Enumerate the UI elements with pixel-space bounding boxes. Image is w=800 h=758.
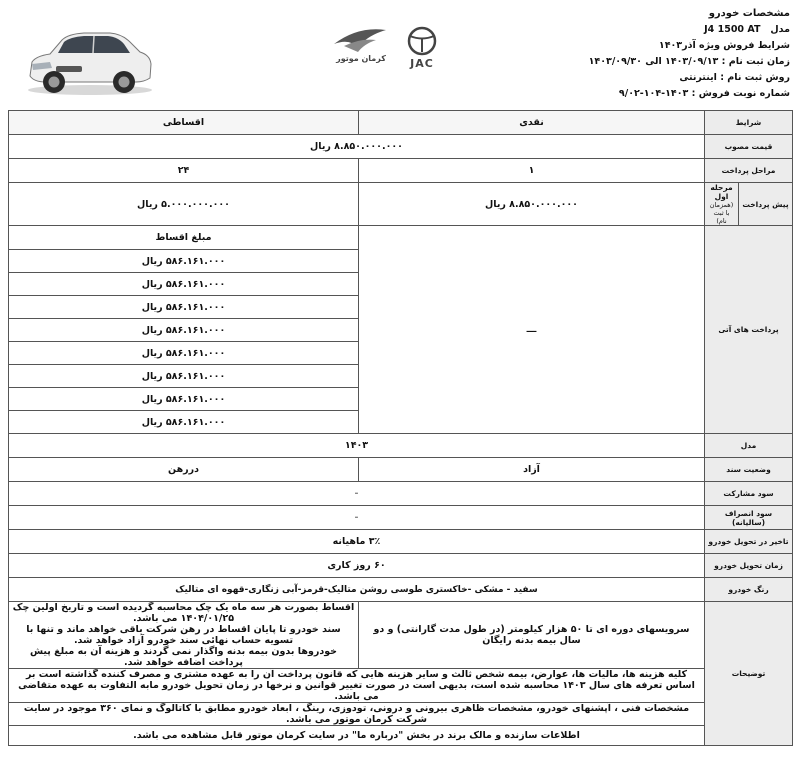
specs-sale-number: شماره نوبت فروش : ۱۴۰۳-۱۰۴-۹/۰۲ <box>618 88 790 99</box>
delivery-delay-row <box>9 530 793 554</box>
specs-registration-time: زمان ثبت نام : ۱۴۰۳/۰۹/۱۳ الی ۱۴۰۳/۰۹/۳۰ <box>588 56 790 67</box>
general-note: اطلاعات سازنده و مالک برند در بخش "درباره ما" در سایت کرمان موتور قابل مشاهده می باشد. <box>9 726 705 746</box>
installment-amount: ۵۸۶.۱۶۱.۰۰۰ ریال <box>9 296 359 319</box>
delivery-time-label: زمان تحویل خودرو <box>705 554 793 578</box>
installment-stages: ۲۴ <box>9 159 359 183</box>
car-color-value: سفید - مشکی -خاکستری طوسی روشن متالیک-قرمز-آبی زنگاری-قهوه ای متالیک <box>9 578 705 602</box>
kerman-motor-logo-text: کرمان موتور <box>336 54 386 63</box>
general-note-row <box>9 726 793 746</box>
payment-stages-row <box>9 159 793 183</box>
installment-amount: ۵۸۶.۱۶۱.۰۰۰ ریال <box>9 411 359 434</box>
approved-price-value: ۸.۸۵۰.۰۰۰.۰۰۰ ریال <box>9 135 705 159</box>
delivery-delay-label: تاخیر در تحویل خودرو <box>705 530 793 554</box>
car-color-label: رنگ خودرو <box>705 578 793 602</box>
model-year-value: ۱۴۰۳ <box>9 434 705 458</box>
installment-header: اقساطی <box>9 111 359 135</box>
installment-amount: ۵۸۶.۱۶۱.۰۰۰ ریال <box>9 273 359 296</box>
model-year-label: مدل <box>705 434 793 458</box>
delivery-time-row <box>9 554 793 578</box>
cash-document-status: آزاد <box>359 458 705 482</box>
car-color-row <box>9 578 793 602</box>
partnership-profit-row <box>9 482 793 506</box>
installment-note: خودروها بدون بیمه بدنه واگذار نمی گردند و هزینه آن به مبلغ پیش پرداخت اضافه خواهد شد. <box>29 646 338 668</box>
installment-notes <box>9 602 359 669</box>
payment-stages-label: مراحل پرداخت <box>705 159 793 183</box>
approved-price-row <box>9 135 793 159</box>
conditions-label: شرایط <box>705 111 793 135</box>
installment-amount: ۵۸۶.۱۶۱.۰۰۰ ریال <box>9 250 359 273</box>
installment-amount-header: مبلغ اقساط <box>9 226 359 250</box>
car-specs <box>490 6 790 102</box>
document-status-label: وضعیت سند <box>705 458 793 482</box>
installment-amount: ۵۸۶.۱۶۱.۰۰۰ ریال <box>9 365 359 388</box>
delivery-delay-value: ۳٪ ماهیانه <box>9 530 705 554</box>
installment-note: اقساط بصورت هر سه ماه یک چک محاسبه گردیده است و تاریخ اولین چک ۱۴۰۴/۰۱/۲۵ می باشد. <box>12 602 355 624</box>
general-note: کلیه هزینه ها، مالیات ها، عوارض، بیمه شخص ثالث و سایر هزینه هایی که قانون پرداخت آن را به عهده مشتری و مصرف کننده گذاشته است بر اساس تعرفه های سال ۱۴۰۳ محاسبه شده است، بدیهی است در صورت تغییر قوانین و نرخها در زمان تحویل خودرو مابه التفاوت به عهده متقاضی می باشد. <box>9 669 705 703</box>
partnership-profit-value: - <box>9 482 705 506</box>
general-note-row <box>9 669 793 703</box>
general-note: مشخصات فنی ، آپشنهای خودرو، مشخصات ظاهری بیرونی و درونی، تودوزی، رینگ ، ابعاد خودرو مطابق با کاتالوگ و نمای ۳۶۰ موجود در سایت شرکت کرمان موتور می باشد. <box>9 703 705 726</box>
installment-amount-header-row <box>9 226 793 250</box>
notes-row <box>9 602 793 669</box>
approved-price-label: قیمت مصوب <box>705 135 793 159</box>
specs-title: مشخصات خودرو <box>708 8 790 19</box>
specs-registration-method: روش ثبت نام : اینترنتی <box>679 72 790 83</box>
installment-amount: ۵۸۶.۱۶۱.۰۰۰ ریال <box>9 319 359 342</box>
specs-sale-conditions: شرایط فروش ویژه آذر۱۴۰۳ <box>658 40 790 51</box>
header-row <box>9 111 793 135</box>
specs-model: مدل J4 1500 AT <box>704 24 790 35</box>
notes-label: توضیحات <box>705 602 793 746</box>
cancellation-profit-value: - <box>9 506 705 530</box>
future-payments-label: پرداخت های آتی <box>705 226 793 434</box>
delivery-time-value: ۶۰ روز کاری <box>9 554 705 578</box>
cash-stages: ۱ <box>359 159 705 183</box>
general-note-row <box>9 703 793 726</box>
installment-note: سند خودرو تا پایان اقساط در رهن شرکت باقی خواهد ماند و تنها با تسویه حساب نهائی سند خودرو آزاد خواهد شد. <box>26 624 341 646</box>
cash-future-payments: ـــ <box>359 226 705 434</box>
model-year-row <box>9 434 793 458</box>
jac-logo-icon <box>400 26 444 60</box>
sales-conditions-table <box>8 110 793 746</box>
cancellation-profit-row <box>9 506 793 530</box>
installment-prepayment: ۵.۰۰۰.۰۰۰.۰۰۰ ریال <box>9 183 359 226</box>
installment-amount: ۵۸۶.۱۶۱.۰۰۰ ریال <box>9 342 359 365</box>
installment-document-status: دررهن <box>9 458 359 482</box>
cash-header: نقدی <box>359 111 705 135</box>
kerman-motor-logo-icon <box>330 24 390 72</box>
header <box>0 0 800 110</box>
installment-amount: ۵۸۶.۱۶۱.۰۰۰ ریال <box>9 388 359 411</box>
prepayment-label: پیش پرداخت <box>739 183 793 226</box>
jac-logo-text: JAC <box>410 57 434 70</box>
cash-prepayment: ۸.۸۵۰.۰۰۰.۰۰۰ ریال <box>359 183 705 226</box>
document-status-row <box>9 458 793 482</box>
first-stage-label: مرحله اول (همزمان با ثبت نام) <box>705 183 739 226</box>
partnership-profit-label: سود مشارکت <box>705 482 793 506</box>
car-image <box>24 20 154 98</box>
logos <box>330 24 448 72</box>
cash-note: سرویسهای دوره ای تا ۵۰ هزار کیلومتر (در طول مدت گارانتی) و دو سال بیمه بدنه رایگان <box>359 602 705 669</box>
prepayment-row <box>9 183 793 226</box>
cancellation-profit-label: سود انصراف (سالیانه) <box>705 506 793 530</box>
